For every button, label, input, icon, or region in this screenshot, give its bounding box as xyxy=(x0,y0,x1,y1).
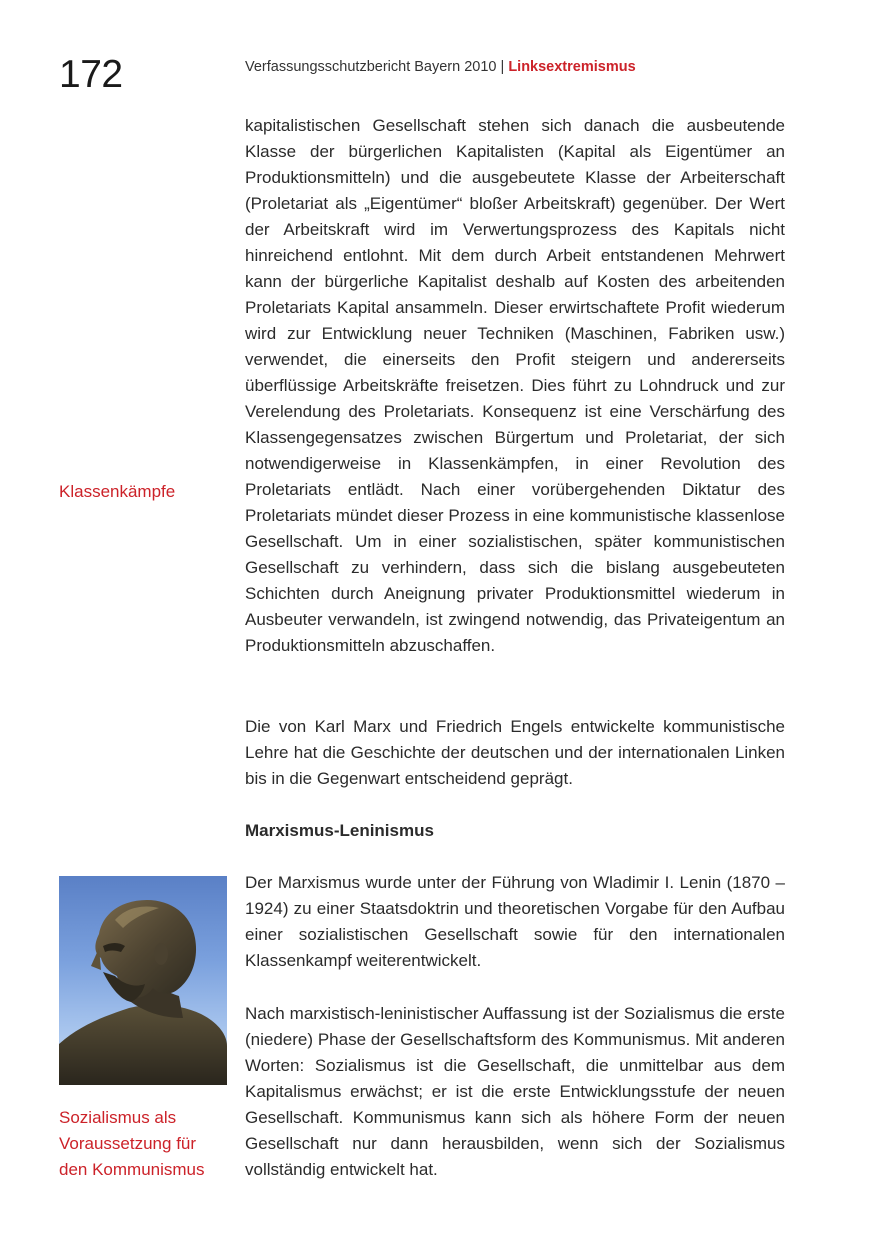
lenin-photo xyxy=(59,876,227,1085)
main-text-block-2 xyxy=(245,714,785,792)
section-title: Linksextremismus xyxy=(508,59,636,75)
lenin-bust-statue-icon xyxy=(59,876,227,1085)
paragraph-marx-engels: Die von Karl Marx und Friedrich Engels entwickelte kommunistische Lehre hat die Geschichte der deutschen und der internationalen Linken bis in die Gegenwart entscheidend geprägt. xyxy=(245,717,785,788)
header-separator: | xyxy=(496,59,509,75)
main-text-block-4 xyxy=(245,1001,785,1183)
running-header xyxy=(245,57,636,77)
margin-note-sozialismus: Sozialismus als Voraussetzung für den Kommunismus xyxy=(59,1108,205,1179)
main-text-block-1 xyxy=(245,113,785,659)
main-text-block-3 xyxy=(245,870,785,974)
margin-note-klassenkaempfe: Klassenkämpfe xyxy=(59,482,176,501)
subheading-marxismus-leninismus: Marxismus-Leninismus xyxy=(245,821,434,840)
paragraph-sozialismus: Nach marxistisch-leninistischer Auffassung ist der Sozialismus die erste (niedere) Phase der Gesellschaftsform des Kommunismus. Mit anderen Worten: Sozialismus ist die Gesellschaft, die unmittelbar aus dem Kapitalismus erwächst; er ist die erste Entwicklungsstufe der neuen Gesellschaft. Kommunismus kann sich als höhere Form der neuen Gesellschaft nur dann herausbilden, wenn sich der Sozialismus vollständig entwickelt hat. xyxy=(245,1004,785,1179)
paragraph-capitalism: kapitalistischen Gesellschaft stehen sich danach die ausbeutende Klasse der bürgerlichen Kapitalisten (Kapital als Eigentümer an Produktionsmitteln) und die ausgebeutete Klasse der Arbeiterschaft (Proletariat als „Eigentümer“ bloßer Arbeitskraft) gegenüber. Der Wert der Arbeitskraft wird im Verwertungsprozess des Kapitals nicht hinreichend entlohnt. Mit dem durch Arbeit entstandenen Mehrwert kann der bürgerliche Kapitalist deshalb auf Kosten des arbeitenden Proletariats Kapital ansammeln. Dieser erwirtschaftete Profit wiederum wird zur Entwicklung neuer Techniken (Maschinen, Fabriken usw.) verwendet, die einerseits den Profit steigern und andererseits überflüssige Arbeitskräfte freisetzen. Dies führt zu Lohndruck und zur Verelendung des Proletariats. Konsequenz ist eine Verschärfung des Klassengegensatzes zwischen Bürgertum und Proletariat, der sich notwendigerweise in Klassenkämpfen, in einer Revolution des Proletariats entlädt. Nach einer vorübergehenden Diktatur des Proletariats mündet dieser Prozess in eine kommunistische klassenlose Gesellschaft. Um in einer sozialistischen, später kommunistischen Gesellschaft zu verhindern, dass sich die bislang ausgebeuteten Schichten durch Aneignung privater Produktionsmittel wiederum in Ausbeuter verwandeln, ist zwingend notwendig, das Privateigentum an Produktionsmitteln abzuschaffen. xyxy=(245,116,785,655)
paragraph-lenin: Der Marxismus wurde unter der Führung von Wladimir I. Lenin (1870 –1924) zu einer Staatsdoktrin und theoretischen Vorgabe für den Aufbau einer sozialistischen Gesellschaft sowie für den internationalen Klassenkampf weiterentwickelt. xyxy=(245,873,785,970)
page-number: 172 xyxy=(59,53,123,96)
publication-title: Verfassungsschutzbericht Bayern 2010 xyxy=(245,59,497,75)
